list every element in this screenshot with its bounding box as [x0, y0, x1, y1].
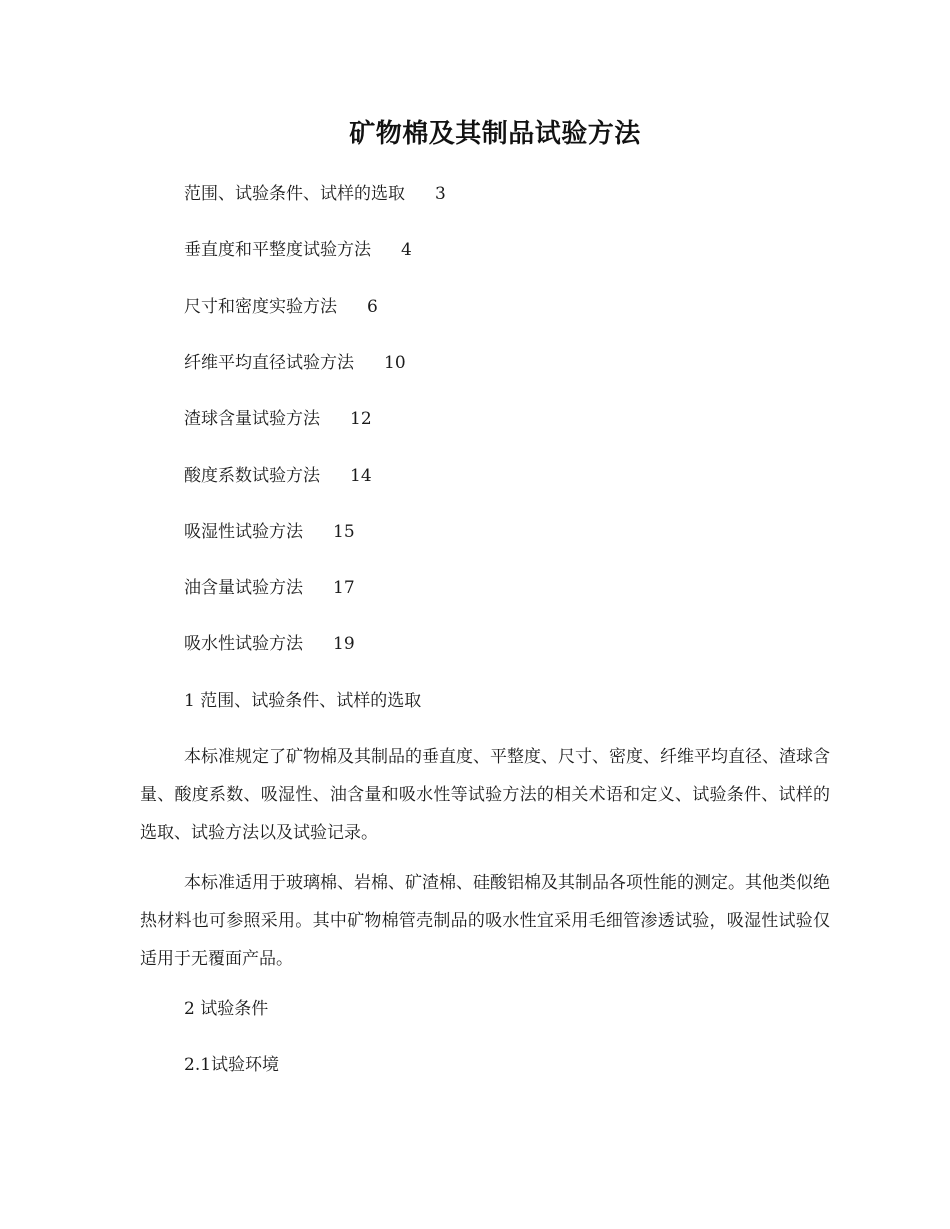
toc-entry[interactable]: [184, 180, 446, 208]
toc-entry-label: 尺寸和密度实验方法: [184, 297, 337, 317]
toc-entry-label: 油含量试验方法: [184, 578, 303, 598]
body-paragraph: 本标准适用于玻璃棉、岩棉、矿渣棉、硅酸铝棉及其制品各项性能的测定。其他类似绝热材料也可参照采用。其中矿物棉管壳制品的吸水性宜采用毛细管渗透试验，吸湿性试验仅适用于无覆面产品。: [140, 873, 830, 969]
subsection-heading: 2.1试验环境: [184, 1055, 280, 1075]
toc-entry-page: 4: [401, 240, 412, 260]
toc-entry-page: 6: [367, 297, 378, 317]
toc-entry[interactable]: [184, 405, 372, 433]
toc-entry-page: 14: [350, 466, 372, 486]
toc-entry-label: 范围、试验条件、试样的选取: [184, 184, 405, 204]
toc-entry-page: 17: [333, 578, 355, 598]
toc-entry-label: 吸湿性试验方法: [184, 522, 303, 542]
section-heading: 1 范围、试验条件、试样的选取: [184, 691, 422, 711]
section-heading: 2 试验条件: [184, 999, 269, 1019]
toc-entry-page: 12: [350, 409, 372, 429]
toc-entry[interactable]: [184, 293, 378, 321]
toc-entry[interactable]: [184, 518, 355, 546]
toc-entry-label: 酸度系数试验方法: [184, 466, 320, 486]
toc-entry[interactable]: [184, 349, 406, 377]
toc-entry[interactable]: [184, 630, 355, 658]
toc-entry[interactable]: [184, 236, 412, 264]
toc-entry[interactable]: [184, 574, 355, 602]
body-paragraph: 本标准规定了矿物棉及其制品的垂直度、平整度、尺寸、密度、纤维平均直径、渣球含量、酸度系数、吸湿性、油含量和吸水性等试验方法的相关术语和定义、试验条件、试样的选取、试验方法以及试验记录。: [140, 747, 830, 843]
toc-entry-label: 纤维平均直径试验方法: [184, 353, 354, 373]
toc-entry-page: 19: [333, 634, 355, 654]
toc-entry-label: 吸水性试验方法: [184, 634, 303, 654]
document-title: 矿物棉及其制品试验方法: [349, 119, 641, 149]
toc-entry-label: 垂直度和平整度试验方法: [184, 240, 371, 260]
toc-entry[interactable]: [184, 462, 372, 490]
toc-entry-page: 15: [333, 522, 355, 542]
toc-entry-page: 10: [384, 353, 406, 373]
toc-entry-page: 3: [435, 184, 446, 204]
toc-entry-label: 渣球含量试验方法: [184, 409, 320, 429]
